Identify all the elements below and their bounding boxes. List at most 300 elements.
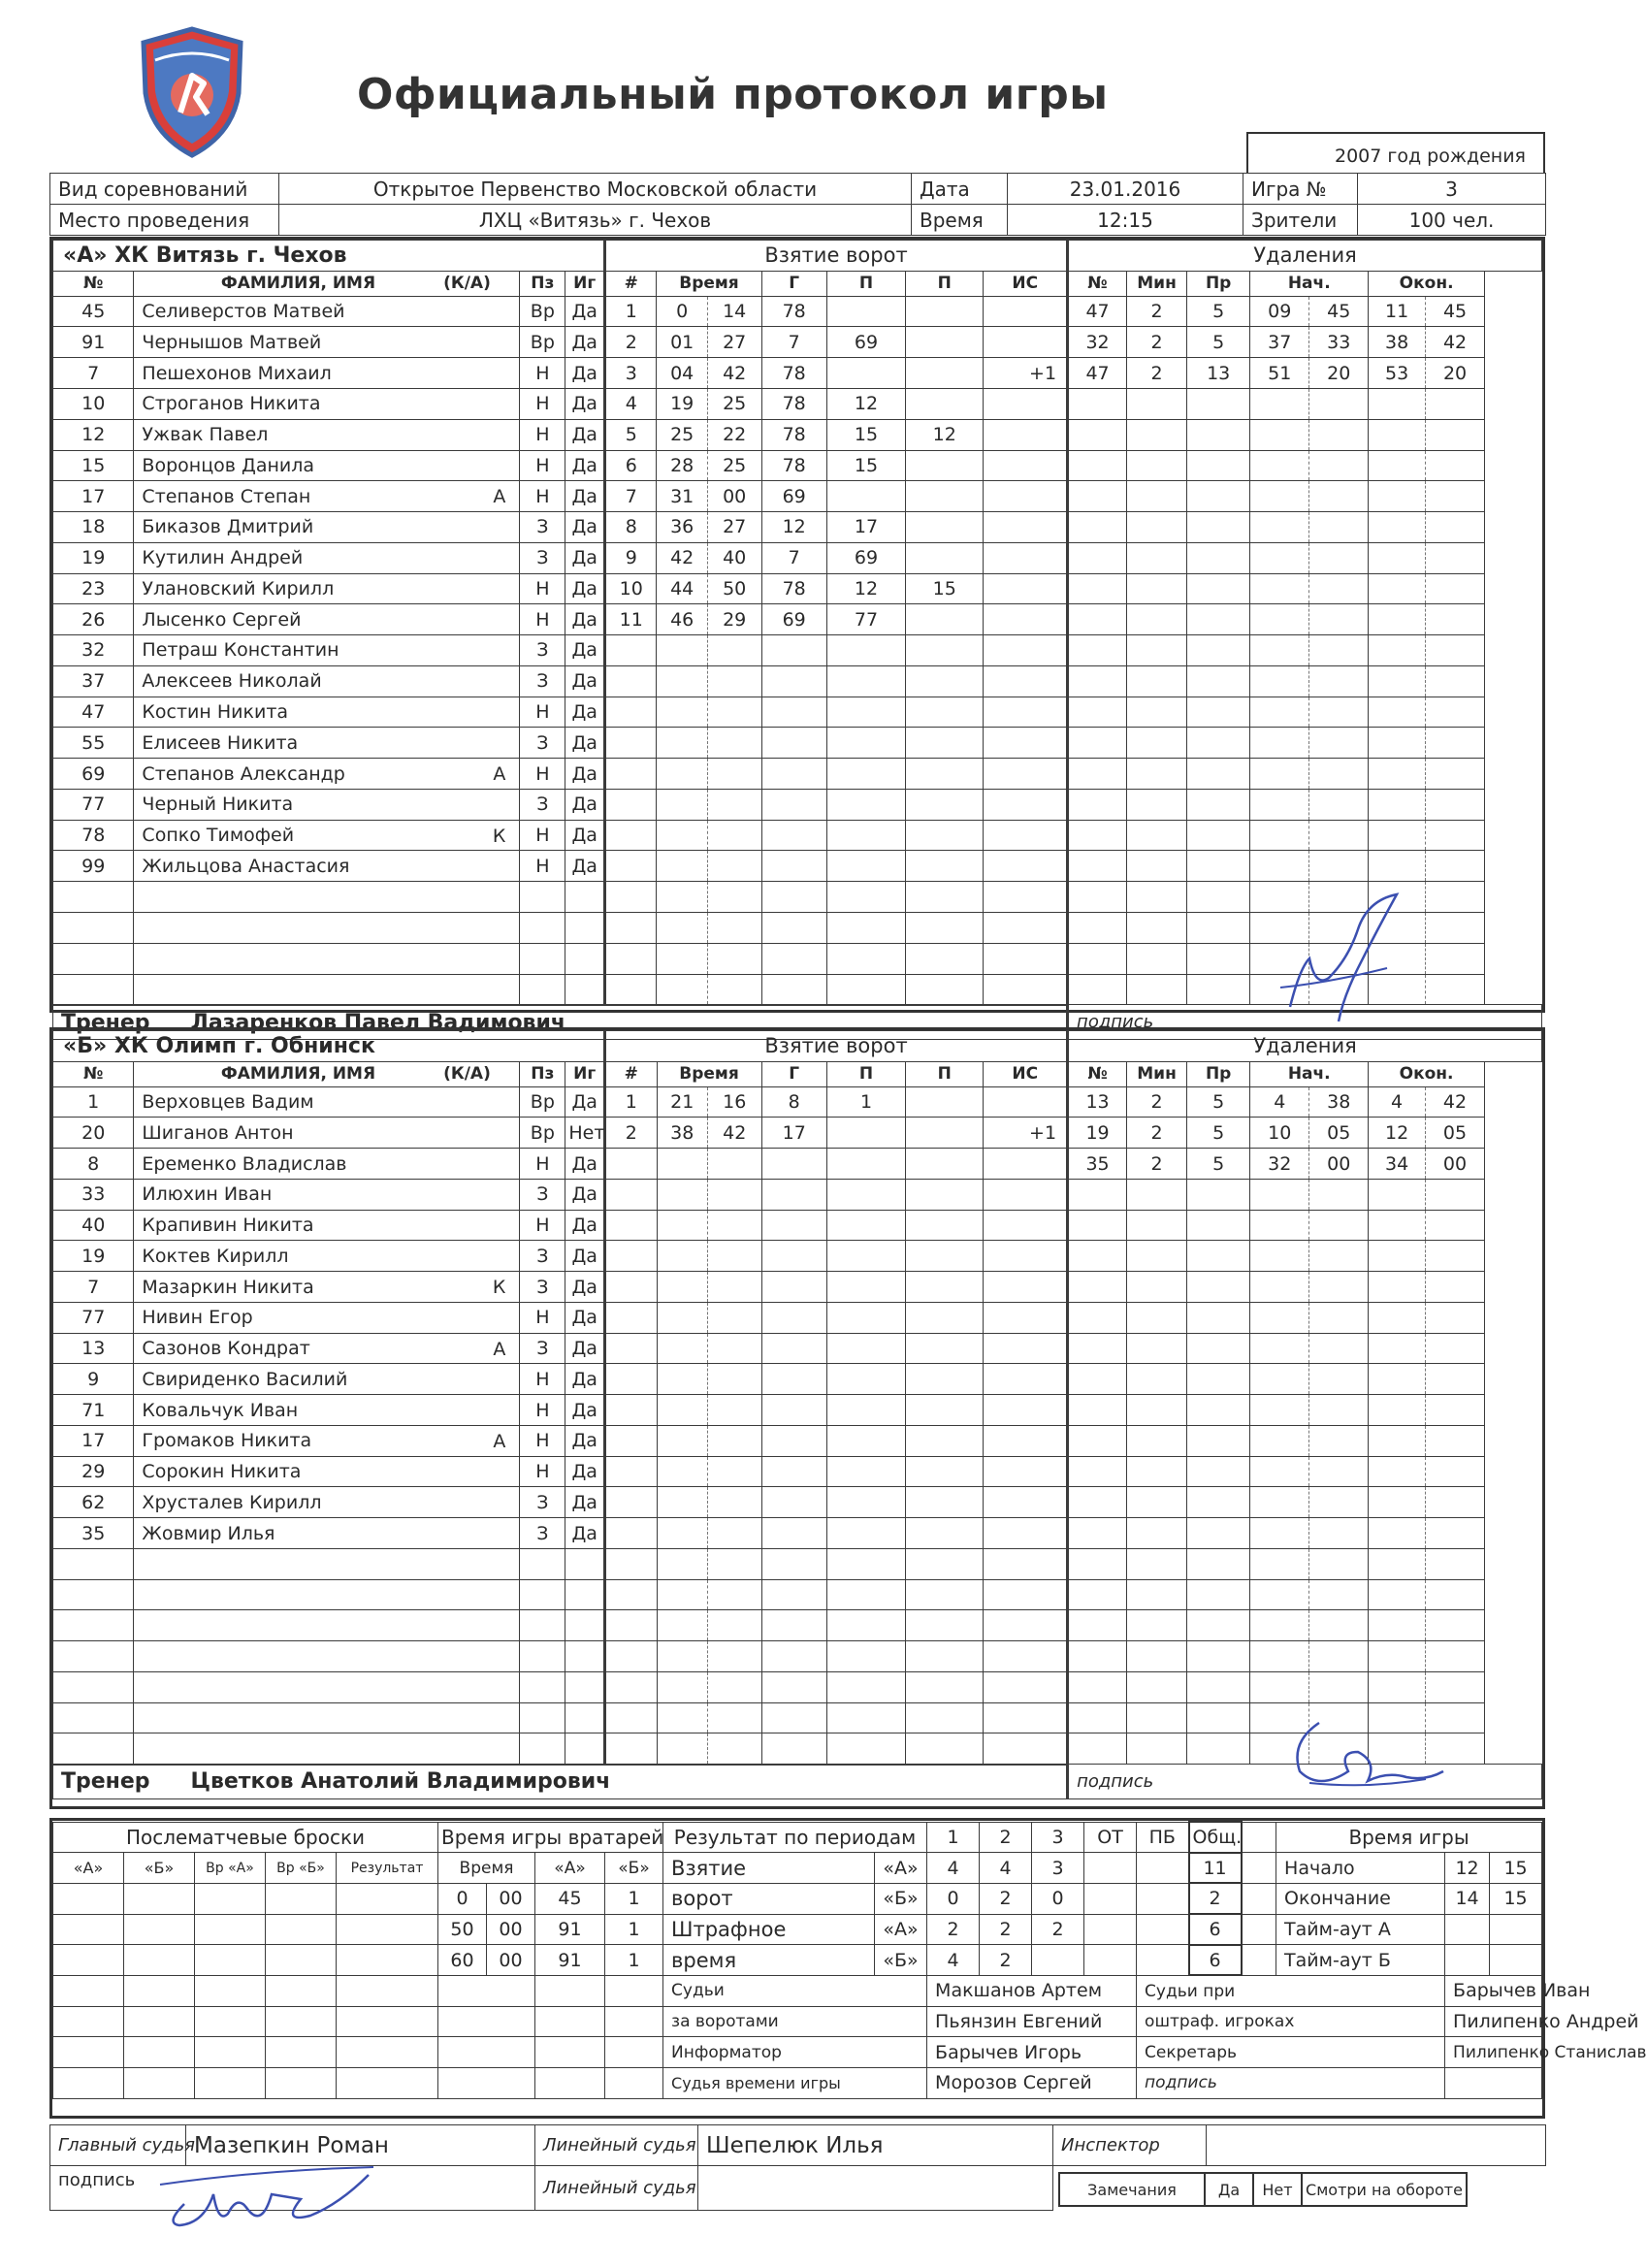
team-a-penalty-player bbox=[1068, 697, 1127, 728]
team-a-goal-assist-1: 77 bbox=[826, 604, 905, 635]
team-b-goal-minute bbox=[657, 1487, 707, 1518]
team-a-penalty-end-min: 38 bbox=[1369, 327, 1426, 358]
team-b-player-position bbox=[520, 1610, 565, 1641]
team-a-row bbox=[53, 573, 1542, 604]
pim-b-so bbox=[1137, 1945, 1189, 1976]
team-b-goal-assist-2 bbox=[906, 1456, 984, 1487]
team-b-goal-second bbox=[707, 1456, 761, 1487]
team-b-penalty-reason bbox=[1187, 1395, 1250, 1426]
team-a-goal-assist-1 bbox=[826, 974, 905, 1005]
team-a-player-name: Чернышов Матвей bbox=[134, 327, 520, 358]
team-a-goal-second bbox=[707, 635, 761, 666]
team-a-penalty-start-sec bbox=[1309, 882, 1369, 913]
team-a-goal-second: 22 bbox=[707, 419, 761, 450]
team-a-penalty-start-min bbox=[1250, 789, 1309, 820]
team-a-penalty-end-sec bbox=[1426, 481, 1485, 512]
goalie-cell bbox=[438, 1975, 535, 2006]
team-b-penalty-end-min bbox=[1369, 1395, 1426, 1426]
team-a-penalty-start-min bbox=[1250, 697, 1309, 728]
team-a-player-number: 7 bbox=[53, 358, 134, 389]
team-b-penalty-minutes bbox=[1127, 1671, 1187, 1702]
team-a-penalty-start-sec bbox=[1309, 604, 1369, 635]
team-b-penalty-player bbox=[1068, 1702, 1127, 1733]
team-b-player-name: Хрусталев Кирилл bbox=[134, 1487, 520, 1518]
goalie-col-b: «Б» bbox=[605, 1853, 663, 1884]
team-b-col-scorer: Г bbox=[761, 1061, 826, 1086]
team-b-goal-assist-2 bbox=[906, 1548, 984, 1579]
team-b-penalty-minutes bbox=[1127, 1395, 1187, 1426]
team-b-goal-assist-1 bbox=[826, 1179, 905, 1210]
shootout-cell bbox=[337, 2006, 438, 2037]
team-a-goal-scorer: 69 bbox=[761, 481, 826, 512]
team-b-player-played: Да bbox=[565, 1149, 605, 1180]
team-a-goal-assist-2 bbox=[906, 512, 984, 543]
team-a-goal-number bbox=[605, 697, 657, 728]
team-b-player-position: З bbox=[520, 1179, 565, 1210]
team-a-goal-assist-1 bbox=[826, 296, 905, 327]
team-a-col-penalty-end: Окон. bbox=[1369, 271, 1485, 296]
team-a-goal-assist-2 bbox=[906, 697, 984, 728]
shootout-cell bbox=[195, 2037, 266, 2068]
goals-a-ot bbox=[1084, 1853, 1137, 1884]
informer-name: Барычев Игорь bbox=[927, 2037, 1137, 2068]
team-b-penalty-start-sec bbox=[1309, 1548, 1369, 1579]
team-b-row bbox=[53, 1333, 1542, 1364]
team-a-penalty-reason bbox=[1187, 481, 1250, 512]
team-b-player-name: Ковальчук Иван bbox=[134, 1395, 520, 1426]
team-a-col-goal-time: Время bbox=[657, 271, 761, 296]
team-b-penalty-start-min: 4 bbox=[1250, 1086, 1309, 1118]
team-b-col-assist-2: П bbox=[906, 1061, 984, 1086]
linesman-2-name bbox=[698, 2166, 1053, 2211]
team-a-goal-assist-2 bbox=[906, 604, 984, 635]
team-b-goal-assist-2 bbox=[906, 1702, 984, 1733]
team-a-goal-situation bbox=[984, 327, 1068, 358]
goals-b-so bbox=[1137, 1883, 1189, 1914]
goals-a-so bbox=[1137, 1853, 1189, 1884]
team-b-goal-second bbox=[707, 1702, 761, 1733]
team-a-player-position: З bbox=[520, 728, 565, 759]
team-b-penalty-start-sec bbox=[1309, 1456, 1369, 1487]
team-b-goal-assist-2 bbox=[906, 1272, 984, 1303]
team-a-goal-number: 5 bbox=[605, 419, 657, 450]
team-b-penalty-start-min bbox=[1250, 1272, 1309, 1303]
team-a-penalty-minutes bbox=[1127, 604, 1187, 635]
period-col-3: 3 bbox=[1032, 1822, 1084, 1853]
team-b-penalty-reason: 5 bbox=[1187, 1086, 1250, 1118]
team-b-penalty-end-min bbox=[1369, 1579, 1426, 1610]
team-a-penalty-start-sec bbox=[1309, 450, 1369, 481]
goal-judge-2-name: Пьянзин Евгений bbox=[927, 2006, 1137, 2037]
team-b-penalty-start-sec: 05 bbox=[1309, 1118, 1369, 1149]
team-a-penalty-player bbox=[1068, 851, 1127, 882]
team-a-goal-assist-1: 15 bbox=[826, 450, 905, 481]
team-a-penalty-minutes bbox=[1127, 789, 1187, 820]
team-b-row bbox=[53, 1487, 1542, 1518]
team-b-player-position bbox=[520, 1671, 565, 1702]
shootout-cell bbox=[53, 1975, 124, 2006]
team-a-row bbox=[53, 882, 1542, 913]
team-a-player-number: 77 bbox=[53, 789, 134, 820]
team-b-goal-minute bbox=[657, 1364, 707, 1395]
shootout-cell bbox=[124, 2037, 195, 2068]
period-col-1: 1 bbox=[927, 1822, 980, 1853]
team-a-goal-assist-1: 15 bbox=[826, 419, 905, 450]
team-a-penalty-start-sec bbox=[1309, 481, 1369, 512]
team-b-goal-second bbox=[707, 1241, 761, 1272]
team-b-player-number: 29 bbox=[53, 1456, 134, 1487]
team-a-penalty-player bbox=[1068, 573, 1127, 604]
team-b-player-number: 8 bbox=[53, 1149, 134, 1180]
team-b-penalty-end-min bbox=[1369, 1179, 1426, 1210]
team-b-row bbox=[53, 1118, 1542, 1149]
team-a-goal-situation bbox=[984, 635, 1068, 666]
shootout-cell bbox=[266, 2006, 337, 2037]
team-b-player-played bbox=[565, 1733, 605, 1765]
team-a-penalty-player bbox=[1068, 542, 1127, 573]
team-b-goal-minute bbox=[657, 1272, 707, 1303]
team-b-goal-scorer bbox=[761, 1210, 826, 1241]
shootout-cell bbox=[266, 1914, 337, 1945]
team-b-goal-assist-2 bbox=[906, 1671, 984, 1702]
team-b-goal-situation bbox=[984, 1733, 1068, 1765]
team-a-penalty-start-sec bbox=[1309, 419, 1369, 450]
team-b-goal-assist-1 bbox=[826, 1364, 905, 1395]
goalie-a-number: 45 bbox=[535, 1883, 605, 1914]
team-a-goal-number: 4 bbox=[605, 388, 657, 419]
team-b-penalty-player bbox=[1068, 1302, 1127, 1333]
team-b-penalty-player bbox=[1068, 1548, 1127, 1579]
team-b-player-number bbox=[53, 1548, 134, 1579]
team-b-goal-assist-2 bbox=[906, 1395, 984, 1426]
goals-a-p2: 4 bbox=[980, 1853, 1032, 1884]
team-a-penalty-reason bbox=[1187, 851, 1250, 882]
team-a-row bbox=[53, 759, 1542, 790]
goal-judges-label-1: Судьи bbox=[663, 1975, 927, 2006]
team-a-penalty-start-sec bbox=[1309, 697, 1369, 728]
team-a-penalty-end-min bbox=[1369, 635, 1426, 666]
team-b-player-position: Н bbox=[520, 1149, 565, 1180]
team-a-player-position: З bbox=[520, 542, 565, 573]
spectators-value: 100 чел. bbox=[1358, 205, 1546, 236]
team-a-penalty-start-min bbox=[1250, 512, 1309, 543]
team-b-goal-minute bbox=[657, 1179, 707, 1210]
team-b-penalty-end-sec bbox=[1426, 1179, 1485, 1210]
game-start-hour: 12 bbox=[1445, 1853, 1490, 1884]
team-b-col-goal-time: Время bbox=[657, 1061, 761, 1086]
team-b-goal-number bbox=[605, 1241, 657, 1272]
team-a-goal-second bbox=[707, 851, 761, 882]
team-a-penalty-reason bbox=[1187, 974, 1250, 1005]
team-a-penalty-reason bbox=[1187, 789, 1250, 820]
team-a-player-played: Да bbox=[565, 296, 605, 327]
team-a-penalty-end-sec bbox=[1426, 635, 1485, 666]
team-b-penalty-start-sec bbox=[1309, 1364, 1369, 1395]
team-a-player-number bbox=[53, 974, 134, 1005]
team-a-player-position bbox=[520, 913, 565, 944]
remarks-see-back: Смотри на обороте bbox=[1302, 2173, 1467, 2206]
team-b-goal-second bbox=[707, 1272, 761, 1303]
team-a-goal-second: 00 bbox=[707, 481, 761, 512]
team-a-player-played: Да bbox=[565, 851, 605, 882]
team-a-goal-number bbox=[605, 943, 657, 974]
goalie-a-number: 91 bbox=[535, 1945, 605, 1976]
team-a-penalty-end-min bbox=[1369, 665, 1426, 697]
team-b-penalty-minutes bbox=[1127, 1364, 1187, 1395]
birth-year-box bbox=[1246, 132, 1545, 173]
team-a-player-number: 10 bbox=[53, 388, 134, 419]
team-b-penalty-minutes bbox=[1127, 1610, 1187, 1641]
team-b-penalty-player: 19 bbox=[1068, 1118, 1127, 1149]
team-b-goal-number: 1 bbox=[605, 1086, 657, 1118]
team-a-penalty-player bbox=[1068, 604, 1127, 635]
goalie-a-number: 91 bbox=[535, 1914, 605, 1945]
team-a-penalty-end-min bbox=[1369, 481, 1426, 512]
team-a-player-played: Да bbox=[565, 512, 605, 543]
team-a-row bbox=[53, 327, 1542, 358]
team-b-goal-assist-1 bbox=[826, 1733, 905, 1765]
team-a-row bbox=[53, 358, 1542, 389]
team-b-goal-second bbox=[707, 1610, 761, 1641]
team-a-row bbox=[53, 728, 1542, 759]
team-b-penalty-minutes: 2 bbox=[1127, 1149, 1187, 1180]
shootout-cell bbox=[124, 1975, 195, 2006]
team-a-player-position: З bbox=[520, 512, 565, 543]
team-a-penalty-start-sec bbox=[1309, 728, 1369, 759]
team-a-goal-assist-2 bbox=[906, 665, 984, 697]
team-b-penalty-start-sec bbox=[1309, 1610, 1369, 1641]
team-a-goal-assist-2 bbox=[906, 851, 984, 882]
shootout-cell bbox=[53, 2037, 124, 2068]
team-a-goal-assist-2 bbox=[906, 882, 984, 913]
team-a-player-name: Костин Никита bbox=[134, 697, 520, 728]
team-b-row bbox=[53, 1518, 1542, 1549]
team-a-player-position bbox=[520, 974, 565, 1005]
team-a-player-position: З bbox=[520, 789, 565, 820]
goalie-cell bbox=[438, 2037, 535, 2068]
team-a-penalty-end-sec bbox=[1426, 974, 1485, 1005]
date-label: Дата bbox=[912, 174, 1008, 205]
team-a-goal-second: 42 bbox=[707, 358, 761, 389]
team-a-player-position: Вр bbox=[520, 296, 565, 327]
team-a-penalty-start-min bbox=[1250, 851, 1309, 882]
goalie-col-a: «А» bbox=[535, 1853, 605, 1884]
team-b-goal-scorer bbox=[761, 1487, 826, 1518]
team-a-penalty-reason bbox=[1187, 604, 1250, 635]
team-a-goal-minute bbox=[657, 974, 707, 1005]
team-a-goal-number bbox=[605, 635, 657, 666]
goalie-b-number: 1 bbox=[605, 1945, 663, 1976]
team-a-row bbox=[53, 481, 1542, 512]
team-a-player-position bbox=[520, 943, 565, 974]
team-a-goal-second: 25 bbox=[707, 450, 761, 481]
spectators-label: Зрители bbox=[1243, 205, 1358, 236]
remarks-label: Замечания bbox=[1059, 2173, 1205, 2206]
shootout-cell bbox=[266, 1975, 337, 2006]
team-b-penalty-end-sec bbox=[1426, 1364, 1485, 1395]
team-a-coach-label: Тренер bbox=[61, 1010, 150, 1035]
shootout-cell bbox=[266, 2037, 337, 2068]
linesman-1-label: Линейный судья bbox=[535, 2125, 698, 2166]
team-b-goal-situation bbox=[984, 1364, 1068, 1395]
team-a-goal-scorer bbox=[761, 882, 826, 913]
team-a-goal-second: 50 bbox=[707, 573, 761, 604]
team-a-penalty-reason bbox=[1187, 542, 1250, 573]
team-b-penalty-start-min bbox=[1250, 1641, 1309, 1672]
team-a-penalty-player bbox=[1068, 665, 1127, 697]
main-referee-label: Главный судья bbox=[50, 2125, 186, 2166]
team-b-penalty-end-sec bbox=[1426, 1733, 1485, 1765]
competition-value: Открытое Первенство Московской области bbox=[279, 174, 912, 205]
team-a-goal-second: 27 bbox=[707, 327, 761, 358]
secretary-signature bbox=[1445, 2068, 1542, 2099]
team-b-goal-minute: 38 bbox=[657, 1118, 707, 1149]
team-a-penalty-start-min bbox=[1250, 974, 1309, 1005]
pim-b-p3 bbox=[1032, 1945, 1084, 1976]
team-a-penalty-minutes bbox=[1127, 882, 1187, 913]
team-b-player-played: Да bbox=[565, 1425, 605, 1456]
team-a-player-played bbox=[565, 943, 605, 974]
team-a-player-position: Н bbox=[520, 419, 565, 450]
team-b-col-name-label: ФАМИЛИЯ, ИМЯ bbox=[220, 1064, 376, 1085]
team-a-penalty-start-min bbox=[1250, 635, 1309, 666]
shootout-cell bbox=[124, 1914, 195, 1945]
team-b-penalty-end-sec bbox=[1426, 1579, 1485, 1610]
team-a-penalty-minutes: 2 bbox=[1127, 358, 1187, 389]
team-a-penalty-end-sec bbox=[1426, 512, 1485, 543]
team-a-player-number: 18 bbox=[53, 512, 134, 543]
team-b-penalty-start-sec bbox=[1309, 1671, 1369, 1702]
team-b-penalty-start-sec bbox=[1309, 1702, 1369, 1733]
team-b-penalty-minutes: 2 bbox=[1127, 1086, 1187, 1118]
team-a-goal-number bbox=[605, 789, 657, 820]
team-b-goal-number bbox=[605, 1425, 657, 1456]
team-a-goal-scorer bbox=[761, 665, 826, 697]
team-a-goal-assist-1 bbox=[826, 789, 905, 820]
team-b-goal-second bbox=[707, 1210, 761, 1241]
team-a-goal-number: 7 bbox=[605, 481, 657, 512]
summary-table bbox=[52, 1821, 1647, 2099]
team-a-penalty-minutes bbox=[1127, 851, 1187, 882]
team-a-player-name: Черный Никита bbox=[134, 789, 520, 820]
team-b-row bbox=[53, 1179, 1542, 1210]
team-a-col-ig: Иг bbox=[565, 271, 605, 296]
team-b-penalty-start-min bbox=[1250, 1671, 1309, 1702]
shootout-cell bbox=[124, 1945, 195, 1976]
team-b-player-played bbox=[565, 1641, 605, 1672]
timeout-a-value bbox=[1490, 1914, 1542, 1945]
team-a-goal-minute bbox=[657, 759, 707, 790]
team-b-goal-assist-2 bbox=[906, 1364, 984, 1395]
team-a-table bbox=[52, 240, 1542, 1040]
team-b-penalty-start-min bbox=[1250, 1210, 1309, 1241]
team-b-penalty-end-min bbox=[1369, 1548, 1426, 1579]
pim-b-p1: 4 bbox=[927, 1945, 980, 1976]
team-b-goal-assist-2 bbox=[906, 1118, 984, 1149]
shootout-cell bbox=[53, 1914, 124, 1945]
team-a-goal-minute bbox=[657, 820, 707, 851]
team-a-player-number: 69 bbox=[53, 759, 134, 790]
team-a-goal-minute: 01 bbox=[657, 327, 707, 358]
team-a-penalty-player: 32 bbox=[1068, 327, 1127, 358]
team-b-penalty-reason bbox=[1187, 1333, 1250, 1364]
place-value: ЛХЦ «Витязь» г. Чехов bbox=[279, 205, 912, 236]
team-a-goal-scorer: 69 bbox=[761, 604, 826, 635]
team-b-penalty-player bbox=[1068, 1241, 1127, 1272]
team-a-player-number: 91 bbox=[53, 327, 134, 358]
team-a-player-position: Н bbox=[520, 820, 565, 851]
team-a-penalty-start-sec: 45 bbox=[1309, 296, 1369, 327]
team-a-goal-assist-2 bbox=[906, 820, 984, 851]
team-a-goal-scorer: 78 bbox=[761, 388, 826, 419]
shootout-cell bbox=[195, 1883, 266, 1914]
team-a-row bbox=[53, 450, 1542, 481]
team-b-penalty-start-sec bbox=[1309, 1425, 1369, 1456]
team-b-player-role: А bbox=[493, 1430, 506, 1452]
team-b-goal-situation bbox=[984, 1086, 1068, 1118]
game-end-hour: 14 bbox=[1445, 1883, 1490, 1914]
team-b-goal-assist-1 bbox=[826, 1302, 905, 1333]
team-a-penalty-start-sec: 20 bbox=[1309, 358, 1369, 389]
team-b-player-position bbox=[520, 1548, 565, 1579]
team-a-penalty-start-sec bbox=[1309, 512, 1369, 543]
team-a-player-number: 45 bbox=[53, 296, 134, 327]
team-a-goal-number bbox=[605, 974, 657, 1005]
team-b-goal-assist-2 bbox=[906, 1210, 984, 1241]
team-b-goal-minute bbox=[657, 1610, 707, 1641]
team-b-col-penalty-reason: Пр bbox=[1187, 1061, 1250, 1086]
team-a-penalty-end-sec bbox=[1426, 913, 1485, 944]
team-b-player-name: Сорокин Никита bbox=[134, 1456, 520, 1487]
team-b-goal-minute bbox=[657, 1302, 707, 1333]
team-b-player-position bbox=[520, 1579, 565, 1610]
team-a-goal-situation bbox=[984, 512, 1068, 543]
team-a-signature-label: подпись bbox=[1068, 1005, 1542, 1040]
team-a-player-name: Кутилин Андрей bbox=[134, 542, 520, 573]
team-b-player-name: Жовмир Илья bbox=[134, 1518, 520, 1549]
team-b-coach-row bbox=[53, 1765, 1068, 1799]
goalie-time-min: 50 bbox=[438, 1914, 487, 1945]
shootout-cell bbox=[337, 1914, 438, 1945]
goalie-cell bbox=[535, 1975, 605, 2006]
team-a-player-position: З bbox=[520, 665, 565, 697]
penalty-judge-1-name: Барычев Иван bbox=[1445, 1975, 1542, 2006]
team-a-goal-minute: 44 bbox=[657, 573, 707, 604]
team-b-penalty-reason bbox=[1187, 1548, 1250, 1579]
team-a-player-name: Улановский Кирилл bbox=[134, 573, 520, 604]
team-b-penalty-player bbox=[1068, 1395, 1127, 1426]
team-b-player-played: Да bbox=[565, 1456, 605, 1487]
team-b-goal-number bbox=[605, 1548, 657, 1579]
team-a-player-name: Степанов Александр А bbox=[134, 759, 520, 790]
team-a-penalty-minutes bbox=[1127, 419, 1187, 450]
team-a-goal-minute bbox=[657, 882, 707, 913]
pim-b-p2: 2 bbox=[980, 1945, 1032, 1976]
goalie-b-number: 1 bbox=[605, 1883, 663, 1914]
team-b-goal-scorer bbox=[761, 1733, 826, 1765]
main-referee-signature-label: подпись bbox=[50, 2166, 186, 2211]
team-a-goal-second: 14 bbox=[707, 296, 761, 327]
team-b-penalty-start-min bbox=[1250, 1518, 1309, 1549]
team-b-player-name: Шиганов Антон bbox=[134, 1118, 520, 1149]
team-b-goal-scorer bbox=[761, 1272, 826, 1303]
team-b-penalty-start-sec bbox=[1309, 1302, 1369, 1333]
team-a-player-position: З bbox=[520, 635, 565, 666]
team-a-goal-number bbox=[605, 820, 657, 851]
team-b-penalty-minutes bbox=[1127, 1641, 1187, 1672]
team-b-player-position: Н bbox=[520, 1364, 565, 1395]
goals-label-2: ворот bbox=[663, 1883, 875, 1914]
